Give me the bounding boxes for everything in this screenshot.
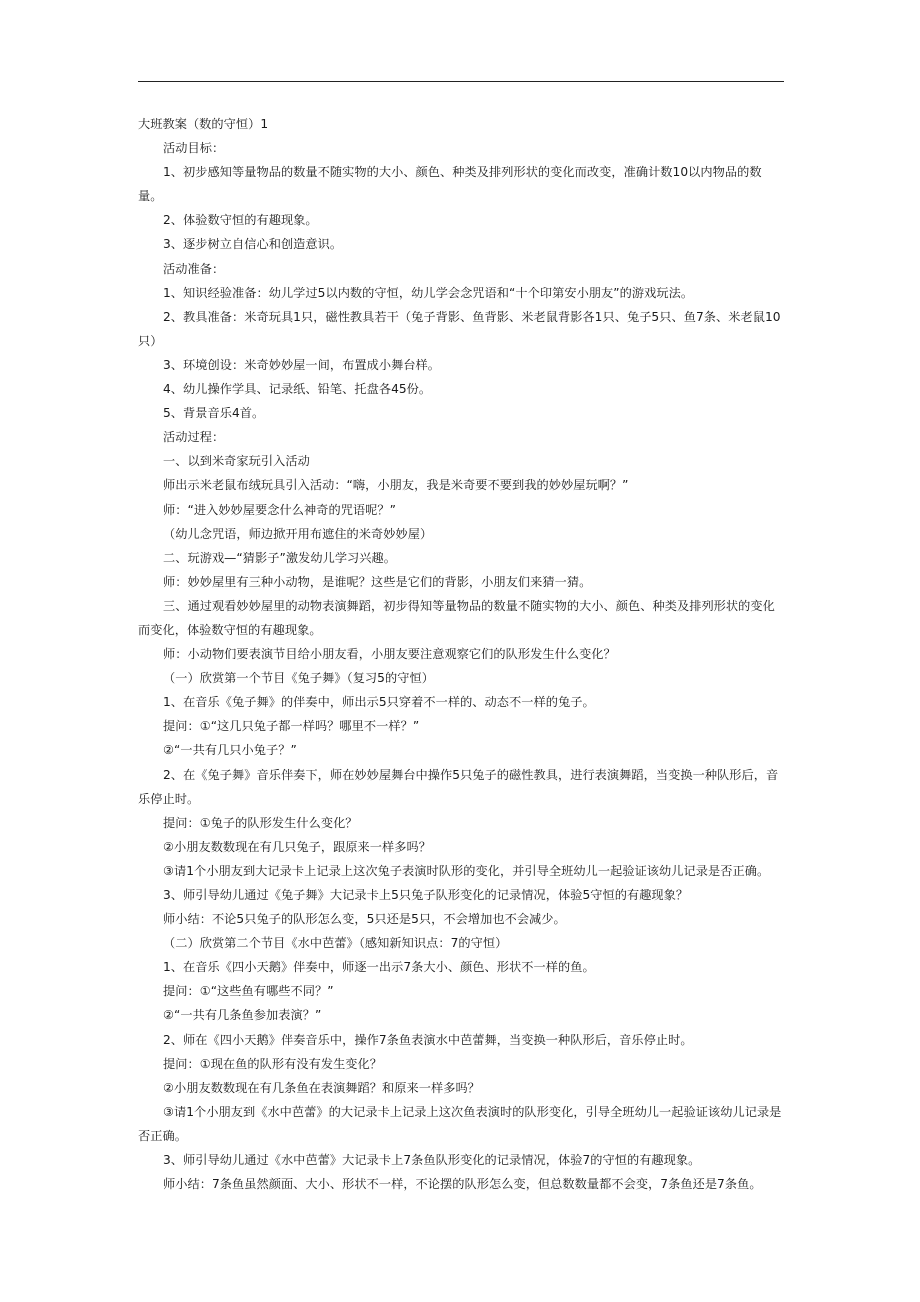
paragraph: （二）欣赏第二个节目《水中芭蕾》（感知新知识点：7的守恒） bbox=[163, 936, 508, 951]
paragraph: 2、师在《四小天鹅》伴奏音乐中，操作7条鱼表演水中芭蕾舞，当变换一种队形后，音乐停止时。 bbox=[163, 1032, 693, 1047]
paragraph: ②“一共有几条鱼参加表演？” bbox=[163, 1008, 322, 1023]
paragraph: 1、知识经验准备：幼儿学过5以内数的守恒，幼儿学会念咒语和“十个印第安小朋友”的游戏玩法。 bbox=[163, 285, 694, 300]
paragraph: 师：“进入妙妙屋要念什么神奇的咒语呢？” bbox=[163, 502, 397, 517]
paragraph: 一、以到米奇家玩引入活动 bbox=[163, 454, 310, 469]
paragraph: （一）欣赏第一个节目《兔子舞》（复习5的守恒） bbox=[163, 671, 434, 686]
paragraph: 1、在音乐《兔子舞》的伴奏中，师出示5只穿着不一样的、动态不一样的兔子。 bbox=[163, 695, 595, 710]
paragraph: 3、逐步树立自信心和创造意识。 bbox=[163, 237, 343, 252]
paragraph: ②小朋友数数现在有几只兔子，跟原来一样多吗？ bbox=[163, 839, 431, 854]
paragraph: 提问：①“这些鱼有哪些不同？” bbox=[163, 984, 334, 999]
paragraph: 2、教具准备：米奇玩具1只，磁性教具若干（兔子背影、鱼背影、米老鼠背影各1只、兔子5只、鱼7条、米老鼠10只） bbox=[138, 309, 781, 348]
paragraph: 4、幼儿操作学具、记录纸、铅笔、托盘各45份。 bbox=[163, 382, 432, 397]
paragraph: 提问：①“这几只兔子都一样吗？哪里不一样？” bbox=[163, 719, 420, 734]
paragraph: 三、通过观看妙妙屋里的动物表演舞蹈，初步得知等量物品的数量不随实物的大小、颜色、种类及排列形状的变化而变化，体验数守恒的有趣现象。 bbox=[138, 598, 775, 637]
paragraph: 提问：①现在鱼的队形有没有发生变化？ bbox=[163, 1056, 383, 1071]
document-body bbox=[138, 112, 786, 1196]
paragraph: 二、玩游戏—“猜影子”激发幼儿学习兴趣。 bbox=[163, 550, 397, 565]
paragraph: 师小结：7条鱼虽然颜面、大小、形状不一样，不论摆的队形怎么变，但总数数量都不会变，7条鱼还是7条鱼。 bbox=[163, 1177, 762, 1192]
document-title: 大班教案（数的守恒）1 bbox=[138, 117, 269, 131]
paragraph: ③请1个小朋友到《水中芭蕾》的大记录卡上记录上这次鱼表演时的队形变化，引导全班幼儿一起验证该幼儿记录是否正确。 bbox=[138, 1104, 782, 1143]
paragraph: 师小结：不论5只兔子的队形怎么变，5只还是5只，不会增加也不会减少。 bbox=[163, 912, 566, 927]
section-heading-goals: 活动目标： bbox=[163, 141, 225, 156]
paragraph: 3、师引导幼儿通过《水中芭蕾》大记录卡上7条鱼队形变化的记录情况，体验7的守恒的有趣现象。 bbox=[163, 1153, 701, 1168]
paragraph: 师：妙妙屋里有三种小动物，是谁呢？这些是它们的背影，小朋友们来猜一猜。 bbox=[163, 574, 592, 589]
header-rule bbox=[138, 81, 784, 82]
paragraph: ②小朋友数数现在有几条鱼在表演舞蹈？和原来一样多吗？ bbox=[163, 1080, 480, 1095]
paragraph: 师：小动物们要表演节目给小朋友看，小朋友要注意观察它们的队形发生什么变化？ bbox=[163, 647, 616, 662]
paragraph: 师出示米老鼠布绒玩具引入活动：“嗨，小朋友，我是米奇要不要到我的妙妙屋玩啊？” bbox=[163, 478, 629, 493]
paragraph: 提问：①兔子的队形发生什么变化？ bbox=[163, 815, 358, 830]
paragraph: 5、背景音乐4首。 bbox=[163, 406, 265, 421]
paragraph: ③请1个小朋友到大记录卡上记录上这次兔子表演时队形的变化，并引导全班幼儿一起验证该幼儿记录是否正确。 bbox=[163, 863, 770, 878]
paragraph: 3、师引导幼儿通过《兔子舞》大记录卡上5只兔子队形变化的记录情况，体验5守恒的有趣现象？ bbox=[163, 888, 689, 902]
section-heading-preparation: 活动准备： bbox=[163, 261, 225, 276]
paragraph: 1、初步感知等量物品的数量不随实物的大小、颜色、种类及排列形状的变化而改变，准确计数10以内物品的数量。 bbox=[138, 165, 762, 204]
paragraph: 2、在《兔子舞》音乐伴奏下，师在妙妙屋舞台中操作5只兔子的磁性教具，进行表演舞蹈，当变换一种队形后，音乐停止时。 bbox=[138, 767, 779, 806]
paragraph: ②“一共有几只小兔子？” bbox=[163, 743, 297, 758]
paragraph: 1、在音乐《四小天鹅》伴奏中，师逐一出示7条大小、颜色、形状不一样的鱼。 bbox=[163, 960, 595, 975]
section-heading-process: 活动过程： bbox=[163, 430, 225, 445]
paragraph: （幼儿念咒语，师边掀开用布遮住的米奇妙妙屋） bbox=[163, 526, 433, 541]
paragraph: 2、体验数守恒的有趣现象。 bbox=[163, 213, 318, 228]
paragraph: 3、环境创设：米奇妙妙屋一间，布置成小舞台样。 bbox=[163, 357, 441, 372]
